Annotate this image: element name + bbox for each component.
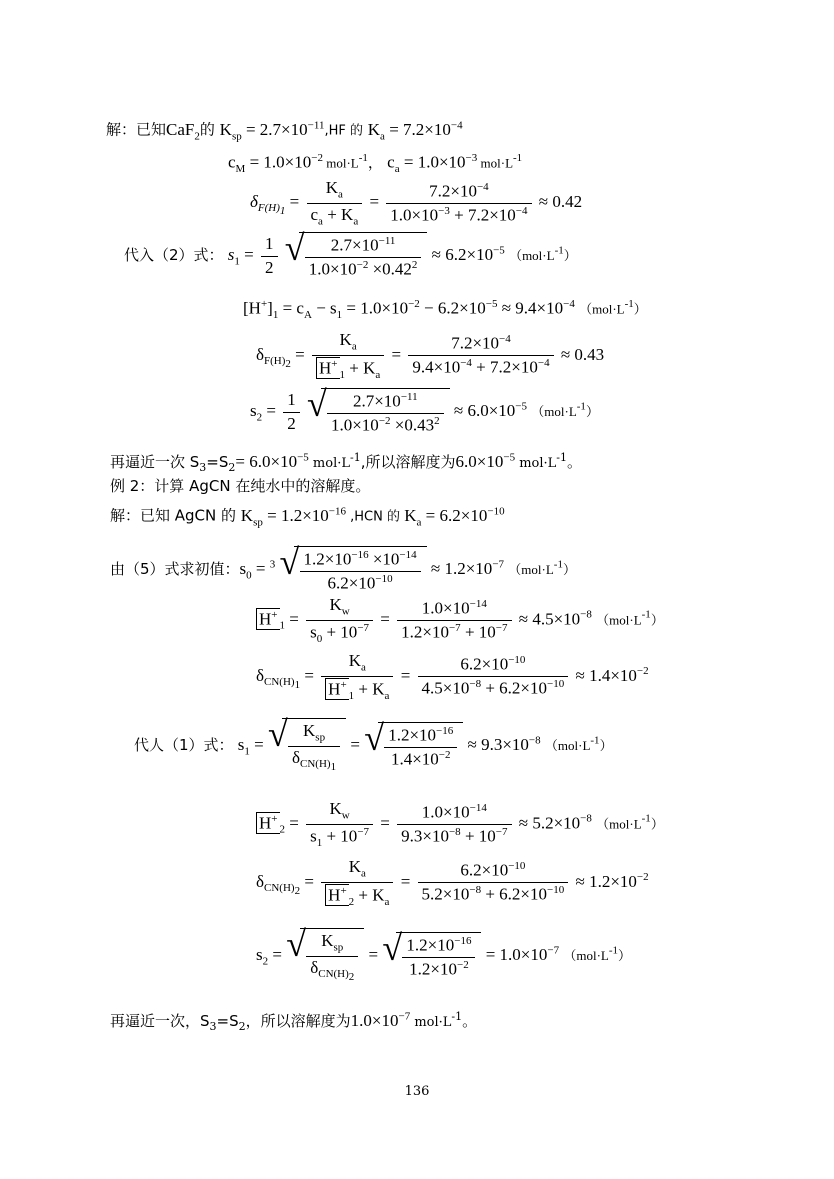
square-root: √ $\frac{2.7\times 10^{-11}}{1.0\times 10^{-2} \times 0.43^2}$ [307,388,450,436]
delta-fh2-equation: $\delta_{F(H)_2}$ = $\frac{K_a}{H^+_1 + K_a}$ = $\frac{7.2\times 10^{-4}}{9.4\times 10^{-4} + 7.2\times 10^{-4}}$ ≈ 0.43 [256,330,605,381]
s1-equation: 代入（2）式： $s_1$ = $\frac{1}{2}$ √ $\frac{2.7\times 10^{-11}}{1.0\times 10^{-2} \times 0.42^2}$ ≈ $6.2\times 10^{-5}$ $(mol\cdot L^{-1})$ [124,228,577,279]
s2-equation: $s_2$ = $\frac{1}{2}$ √ $\frac{2.7\times 10^{-11}}{1.0\times 10^{-2} \times 0.43^2}$ ≈ $6.0\times 10^{-5}$ $(mol\cdot L^{-1})$ [250,384,599,435]
s1-equation-2: 代人（1）式： $s_1$ = √ $\frac{K_{sp}}{\delta_{CN(H)_1}}$ = √ $\frac{1.2\times 10^{-16}}{1.4\times 10^{-2}}$ ≈ $9.3\times 10^{-8}$ $(mol\cdot L^{-1})$ [134,714,613,774]
ka-expression: $K_a = 7.2\times 10^{-4}$ [367,119,463,143]
h-concentration-2: $H^+_1$ = $\frac{K_w}{s_0 + 10^{-7}}$ = $\frac{1.0\times 10^{-14}}{1.2\times 10^{-7} + 10^{-7}}$ ≈ $4.5\times 10^{-8}$ $(mol\cdot L^{-1})$ [256,595,664,646]
square-root: √ $\frac{K_{sp}}{\delta_{CN(H)_2}}$ [286,928,364,984]
cube-root: √ $\frac{1.2\times 10^{-16} \times 10^{-14}}{6.2\times 10^{-10}}$ [280,546,427,594]
fraction: $\frac{K_a}{c_a + K_a}$ [307,178,363,228]
fraction: $\frac{1}{2}$ [283,390,300,434]
fraction: $\frac{6.2\times 10^{-10}}{5.2\times 10^{-8} + 6.2\times 10^{-10}}$ [418,860,569,905]
fraction: $\frac{7.2\times 10^{-4}}{9.4\times 10^{-4} + 7.2\times 10^{-4}}$ [408,333,553,378]
fraction: $\frac{K_w}{s_0 + 10^{-7}}$ [306,595,373,646]
delta-cnh1-equation: $\delta_{CN(H)_1}$ = $\frac{K_a}{H^+_1 + K_a}$ = $\frac{6.2\times 10^{-10}}{4.5\times 10^{-8} + 6.2\times 10^{-10}}$ ≈ $1.4\times 10^{-2}$ [256,651,649,702]
example-2-heading: 例 2：计算 AgCN 在纯水中的溶解度。 [110,477,371,495]
square-root: √ $\frac{K_{sp}}{\delta_{CN(H)_1}}$ [268,718,346,774]
solution-line-1: 解：已知CaF$_2$的 $K_{sp} = 2.7\times 10^{-11},HF$ 的 $K_a = 7.2\times 10^{-4}$ [106,119,463,143]
delta-fh1-equation: $\delta_{F(H)_1}$ = $\frac{K_a}{c_a + K_a}$ = $\frac{7.2\times 10^{-4}}{1.0\times 10^{-3} + 7.2\times 10^{-4}}$ ≈ 0.42 [250,178,583,227]
conclusion-1: 再逼近一次 $S_3=S_2= 6.0\times 10^{-5}$ $mol\cdot L^{-1}$,所以溶解度为$6.0\times 10^{-5}$ $mol\cdot L^{-1}$。 [110,451,583,474]
fraction: $\frac{1.0\times 10^{-14}}{9.3\times 10^{-8} + 10^{-7}}$ [397,802,511,847]
formula-caf2: CaF$_2$ [166,119,200,143]
h-concentration-1: $[H^+]_1 = c_A - s_1 = 1.0\times 10^{-2} - 6.2\times 10^{-5} \approx 9.4\times 10^{-4}$ $(mol\cdot L^{-1})$ [243,298,647,322]
h-concentration-3: $H^+_2$ = $\frac{K_w}{s_1 + 10^{-7}}$ = $\frac{1.0\times 10^{-14}}{9.3\times 10^{-8} + 10^{-7}}$ ≈ $5.2\times 10^{-8}$ $(mol\cdot L^{-1})$ [256,799,664,850]
step-label: 代入（2）式： [124,245,224,264]
fraction: $\frac{1}{2}$ [261,234,278,278]
s2-equation-2: $s_2$ = √ $\frac{K_{sp}}{\delta_{CN(H)_2}}$ = √ $\frac{1.2\times 10^{-16}}{1.2\times 10^{-2}}$ = $1.0\times 10^{-7}$ $(mol\cdot L^{-1})$ [256,924,632,984]
fraction: $\frac{6.2\times 10^{-10}}{4.5\times 10^{-8} + 6.2\times 10^{-10}}$ [418,654,569,699]
page-number: 136 [404,1084,430,1099]
s0-equation: 由（5）式求初值：$s_0 = ^3$ √ $\frac{1.2\times 10^{-16} \times 10^{-14}}{6.2\times 10^{-10}}$ ≈ $1.2\times 10^{-7}$ $(mol\cdot L^{-1})$ [110,542,576,593]
solution-line-2: $c_M = 1.0\times 10^{-2}$ $mol\cdot L^{-1}$， $c_a = 1.0\times 10^{-3}$ $mol\cdot L^{-1}$ [228,152,523,176]
fraction: $\frac{K_a}{H^+_1 + K_a}$ [321,651,393,703]
square-root: √ $\frac{1.2\times 10^{-16}}{1.2\times 10^{-2}}$ [382,932,481,980]
square-root: √ $\frac{1.2\times 10^{-16}}{1.4\times 10^{-2}}$ [364,722,463,770]
fraction: $\frac{7.2\times 10^{-4}}{1.0\times 10^{-3} + 7.2\times 10^{-4}}$ [386,181,531,226]
delta-cnh2-equation: $\delta_{CN(H)_2}$ = $\frac{K_a}{H^+_2 + K_a}$ = $\frac{6.2\times 10^{-10}}{5.2\times 10^{-8} + 6.2\times 10^{-10}}$ ≈ $1.2\times 10^{-2}$ [256,857,649,908]
conclusion-2: 再逼近一次，$S_3=S_2$，所以溶解度为$1.0\times 10^{-7}$ $mol\cdot L^{-1}$。 [110,1010,478,1033]
fraction: $\frac{K_a}{H^+_1 + K_a}$ [312,330,384,382]
solution-label: 解：已知 [106,120,167,139]
fraction: $\frac{K_w}{s_1 + 10^{-7}}$ [306,799,373,850]
square-root: √ $\frac{2.7\times 10^{-11}}{1.0\times 10^{-2} \times 0.42^2}$ [285,232,428,280]
fraction: $\frac{1.0\times 10^{-14}}{1.2\times 10^{-7} + 10^{-7}}$ [397,598,511,643]
fraction: $\frac{K_a}{H^+_2 + K_a}$ [321,857,393,909]
ksp-expression: $K_{sp} = 2.7\times 10^{-11}$ [219,119,325,143]
solution-2-line-1: 解：已知 AgCN 的 $K_{sp} = 1.2\times 10^{-16}$ ,HCN 的 $K_a = 6.2\times 10^{-10}$ [110,505,505,529]
